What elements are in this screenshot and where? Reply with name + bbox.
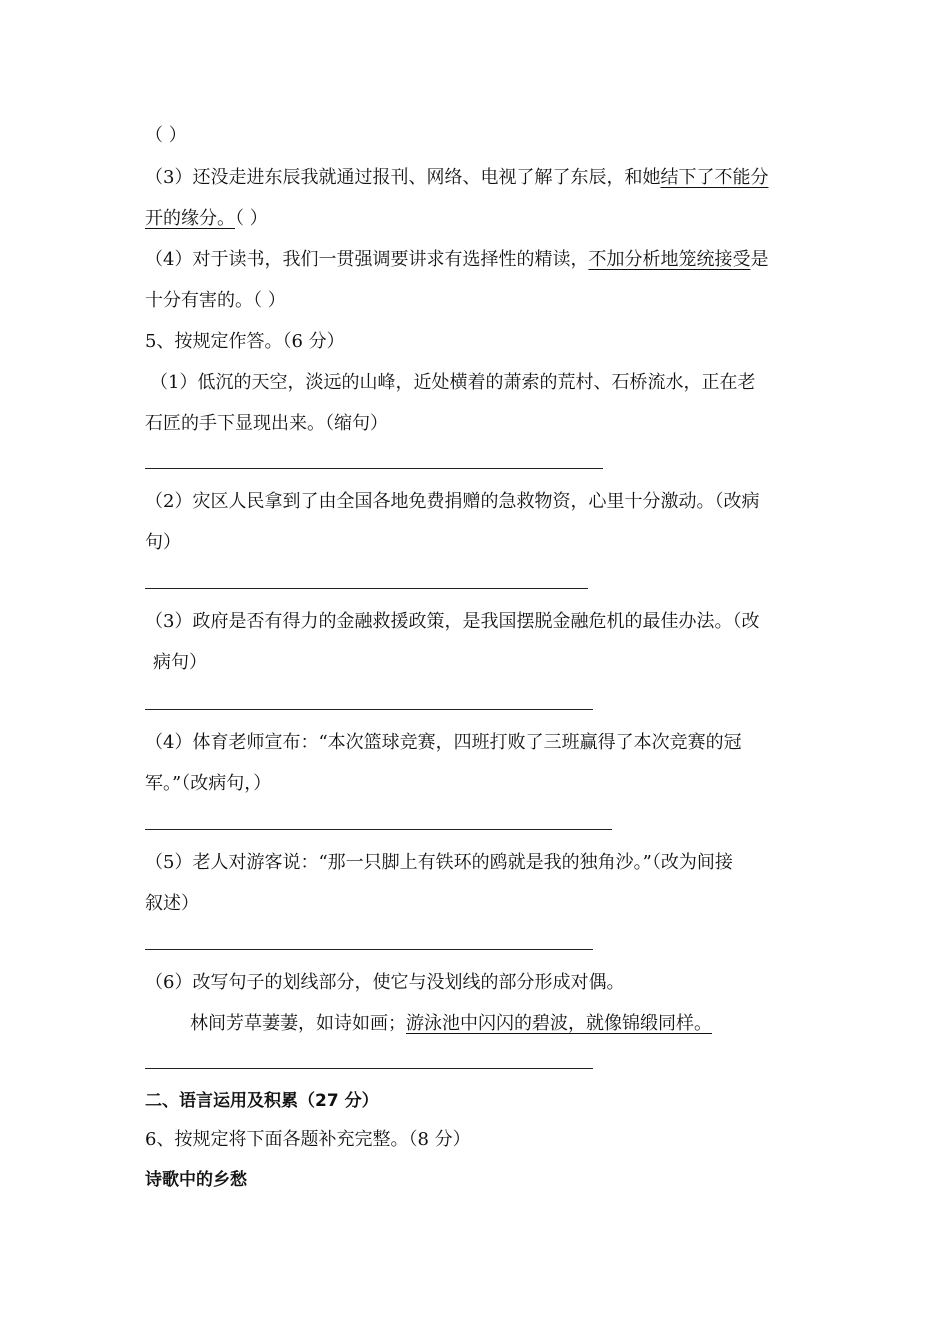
prompt-6-line-2 — [190, 1012, 712, 1036]
section-2-heading: 二、语言运用及积累（27 分） — [145, 1091, 379, 1111]
prompt-1-line-1: （1）低沉的天空，淡远的山峰，近处横着的萧索的荒村、石桥流水，正在老 — [150, 372, 756, 393]
prompt-4-line-2: 军。”（改病句，） — [145, 773, 272, 794]
question-4-text-end: 是 — [750, 249, 769, 270]
answer-line[interactable] — [145, 949, 593, 950]
answer-bracket: （ ） — [235, 208, 268, 229]
answer-line[interactable] — [145, 468, 603, 469]
question-4-underlined-phrase: 不加分析地笼统接受 — [588, 249, 751, 270]
answer-line[interactable] — [145, 829, 612, 830]
question-3-text: （3）还没走进东辰我就通过报刊、网络、电视了解了东辰，和她 — [145, 167, 661, 188]
prompt-3-line-2: 病句） — [153, 652, 207, 673]
prompt-2-line-1: （2）灾区人民拿到了由全国各地免费捐赠的急救物资，心里十分激动。（改病 — [145, 491, 760, 512]
question-3-line-2 — [145, 207, 268, 231]
question-3-underlined-phrase-end: 开的缘分。 — [145, 208, 235, 229]
section-5-heading: 5、按规定作答。（6 分） — [145, 331, 345, 352]
prompt-3-line-1: （3）政府是否有得力的金融救援政策，是我国摆脱金融危机的最佳办法。（改 — [145, 611, 760, 632]
prompt-6-underlined-phrase: 游泳池中闪闪的碧波，就像锦缎同样。 — [406, 1013, 712, 1034]
prompt-5-line-1: （5）老人对游客说：“那一只脚上有铁环的鸥就是我的独角沙。”（改为间接 — [145, 852, 733, 873]
answer-bracket: （ ） — [145, 125, 187, 146]
prompt-5-line-2: 叙述） — [145, 893, 199, 914]
prompt-4-line-1: （4）体育老师宣布：“本次篮球竞赛，四班打败了三班赢得了本次竞赛的冠 — [145, 732, 742, 753]
answer-line[interactable] — [145, 1068, 593, 1069]
question-4-text: （4）对于读书，我们一贯强调要讲求有选择性的精读， — [145, 249, 589, 270]
question-3-line-1 — [145, 166, 768, 190]
section-6-heading: 6、按规定将下面各题补充完整。（8 分） — [145, 1129, 471, 1150]
prompt-6-text: 林间芳草萋萋，如诗如画； — [190, 1013, 406, 1034]
prompt-1-line-2: 石匠的手下显现出来。（缩句） — [145, 413, 388, 434]
question-3-underlined-phrase: 结下了不能分 — [660, 167, 769, 188]
answer-line[interactable] — [145, 709, 593, 710]
prompt-6-line-1: （6）改写句子的划线部分，使它与没划线的部分形成对偶。 — [145, 972, 625, 993]
poem-title: 诗歌中的乡愁 — [145, 1170, 247, 1190]
question-4-line-2: 十分有害的。（ ） — [145, 290, 286, 311]
question-4-line-1 — [145, 248, 768, 272]
prompt-2-line-2: 句） — [145, 532, 181, 553]
answer-line[interactable] — [145, 588, 588, 589]
